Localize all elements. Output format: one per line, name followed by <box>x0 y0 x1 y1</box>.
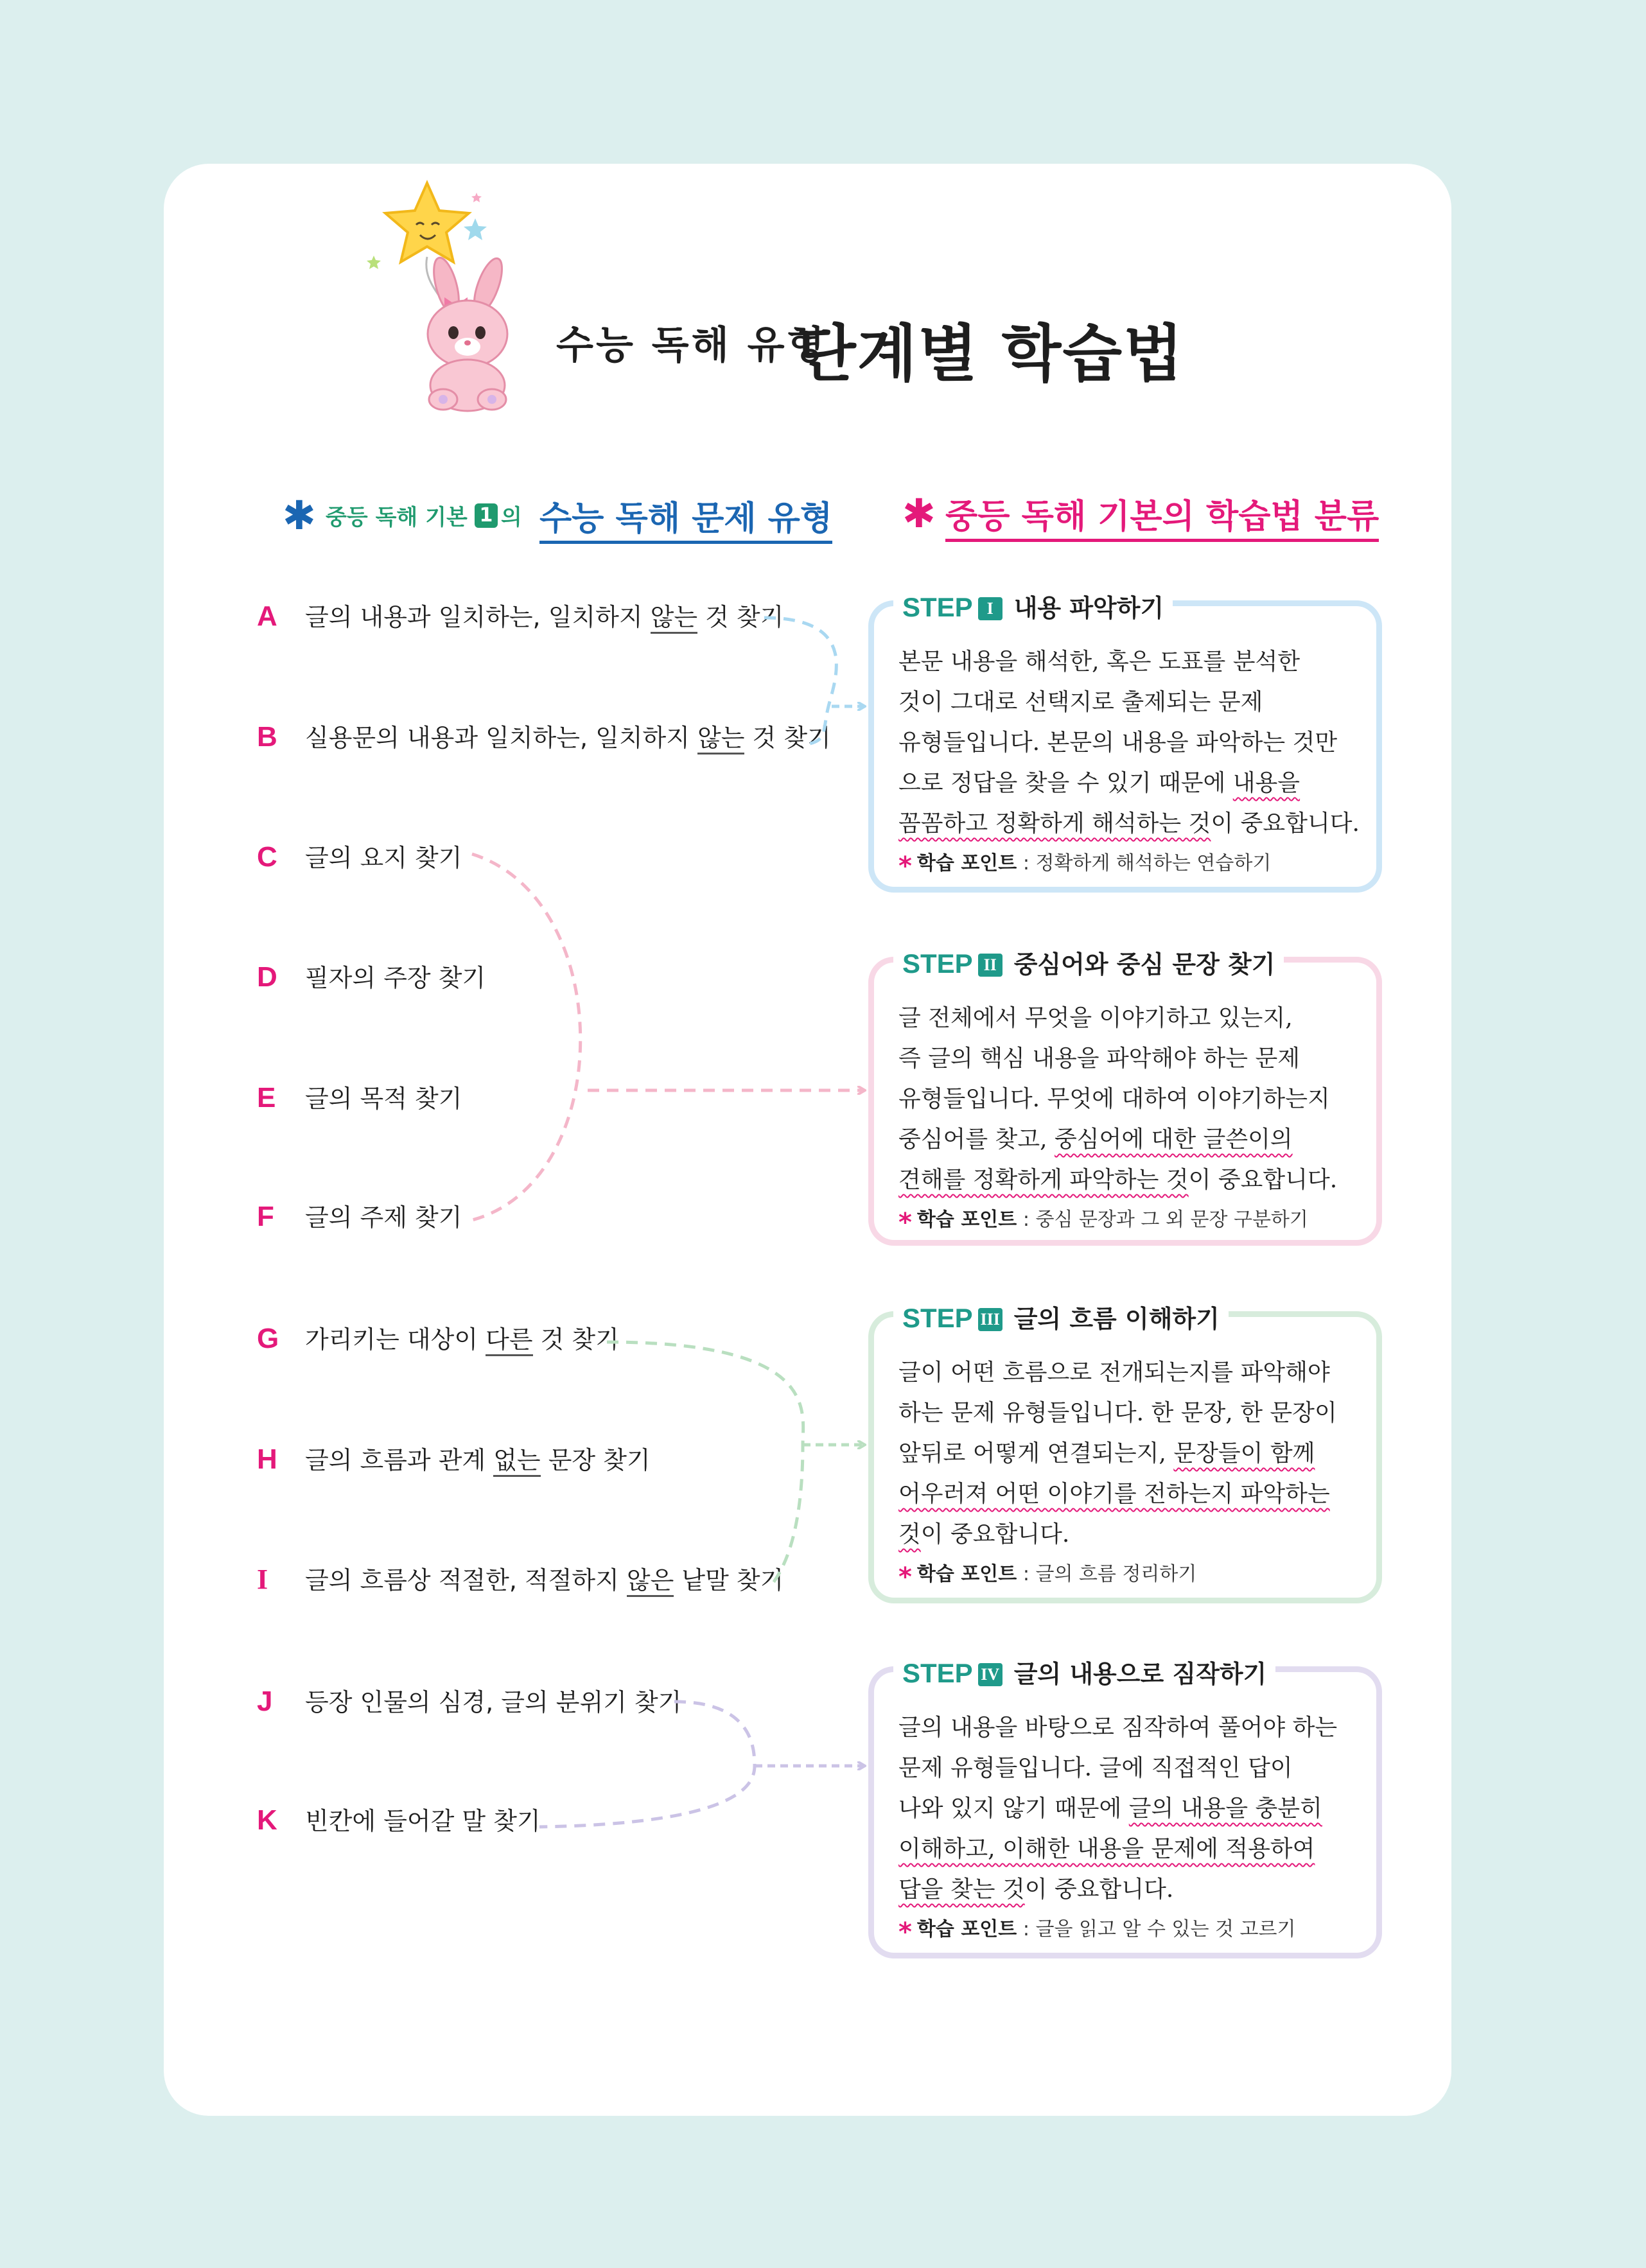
question-text: 실용문의 내용과 일치하는, 일치하지 않는 것 찾기 <box>305 724 831 755</box>
connector-ab <box>764 618 836 745</box>
step-4-box <box>868 1658 1382 1958</box>
step-3-box <box>868 1303 1382 1603</box>
learning-point: * 학습 포인트 : 글을 읽고 알 수 있는 것 고르기 <box>898 1917 1296 1947</box>
question-letter: H <box>257 1444 277 1475</box>
left-header-prefix: 중등 독해 기본 <box>326 505 468 530</box>
roman-numeral-badge: IV <box>978 1663 1002 1686</box>
title-prefix: 수능 독해 유형 <box>556 323 827 368</box>
asterisk-icon: ✱ <box>283 492 316 539</box>
step-title: 내용 파악하기 <box>1013 594 1164 622</box>
question-text: 글의 내용과 일치하는, 일치하지 않는 것 찾기 <box>305 603 784 634</box>
connector-jk <box>539 1702 755 1827</box>
roman-numeral-badge: III <box>978 1308 1002 1331</box>
question-text: 필자의 주장 찾기 <box>305 964 486 992</box>
book-number-badge: 1 <box>475 503 498 528</box>
question-letter: I <box>257 1564 268 1595</box>
question-letter: A <box>257 600 277 632</box>
step-title: 중심어와 중심 문장 찾기 <box>1013 950 1275 979</box>
connector-gi <box>607 1342 803 1586</box>
step-2-box <box>868 948 1382 1246</box>
question-letter: G <box>257 1323 279 1354</box>
connector-cf <box>472 854 581 1220</box>
learning-point: * 학습 포인트 : 글의 흐름 정리하기 <box>898 1562 1197 1592</box>
step-title: 글의 흐름 이해하기 <box>1013 1305 1220 1333</box>
asterisk-icon: ✱ <box>902 490 936 537</box>
question-text: 글의 주제 찾기 <box>305 1203 462 1232</box>
question-letter: D <box>257 961 277 993</box>
page-title: 단계별 학습법 <box>796 318 1184 390</box>
asterisk-icon: * <box>898 1917 912 1947</box>
question-letter: K <box>257 1804 277 1836</box>
question-text: 가리키는 대상이 다른 것 찾기 <box>305 1325 619 1356</box>
left-header-suffix: 의 <box>500 505 522 530</box>
asterisk-icon: * <box>898 851 912 881</box>
question-letter: J <box>257 1686 273 1717</box>
learning-point: * 학습 포인트 : 정확하게 해석하는 연습하기 <box>898 851 1272 881</box>
question-text: 글의 요지 찾기 <box>305 844 462 872</box>
question-text: 글의 흐름과 관계 없는 문장 찾기 <box>305 1446 651 1477</box>
right-header-title: 중등 독해 기본의 학습법 분류 <box>945 498 1379 542</box>
step-1-box <box>868 592 1382 893</box>
step-description: 글 전체에서 무엇을 이야기하고 있는지, 즉 글의 핵심 내용을 파악해야 하는 문제 유형들입니다. 무엇에 대하여 이야기하는지 중심어를 찾고, 중심어에 대한 글쓴이의 견해를 정확하게 파악하는 것이 중요합니다. <box>898 1005 1338 1193</box>
step-title: 글의 내용으로 짐작하기 <box>1013 1660 1267 1688</box>
step-2-heading: STEP II 중심어와 중심 문장 찾기 <box>893 945 1284 983</box>
step-4-heading: STEP IV 글의 내용으로 짐작하기 <box>893 1654 1275 1693</box>
asterisk-icon: * <box>898 1208 912 1237</box>
question-text: 빈칸에 들어갈 말 찾기 <box>305 1807 541 1835</box>
learning-point: * 학습 포인트 : 중심 문장과 그 외 문장 구분하기 <box>898 1208 1308 1237</box>
step-description: 본문 내용을 해석한, 혹은 도표를 분석한 것이 그대로 선택지로 출제되는 문제 유형들입니다. 본문의 내용을 파악하는 것만 으로 정답을 찾을 수 있기 때문에 내용을 꼼꼼하고 정확하게 해석하는 것이 중요합니다. <box>898 649 1360 837</box>
question-letter: E <box>257 1082 276 1113</box>
step-description: 글의 내용을 바탕으로 짐작하여 풀어야 하는 문제 유형들입니다. 글에 직접적인 답이 나와 있지 않기 때문에 글의 내용을 충분히 이해하고, 이해한 내용을 문제에 적용하여 답을 찾는 것이 중요합니다. <box>898 1714 1338 1903</box>
question-letter: F <box>257 1201 274 1232</box>
question-text: 등장 인물의 심경, 글의 분위기 찾기 <box>305 1688 682 1716</box>
question-text: 글의 목적 찾기 <box>305 1085 462 1113</box>
question-letter: C <box>257 841 277 873</box>
question-text: 글의 흐름상 적절한, 적절하지 않은 낱말 찾기 <box>305 1566 784 1597</box>
roman-numeral-badge: I <box>978 597 1002 620</box>
step-description: 글이 어떤 흐름으로 전개되는지를 파악해야 하는 문제 유형들입니다. 한 문장, 한 문장이 앞뒤로 어떻게 연결되는지, 문장들이 함께 어우러져 어떤 이야기를 전하는지 파악하는 것이 중요합니다. <box>898 1359 1337 1548</box>
roman-numeral-badge: II <box>978 954 1002 977</box>
left-header-title: 수능 독해 문제 유형 <box>539 500 832 544</box>
step-3-heading: STEP III 글의 흐름 이해하기 <box>893 1299 1229 1338</box>
question-letter: B <box>257 721 277 753</box>
asterisk-icon: * <box>898 1562 912 1592</box>
step-1-heading: STEP I 내용 파악하기 <box>893 588 1173 627</box>
